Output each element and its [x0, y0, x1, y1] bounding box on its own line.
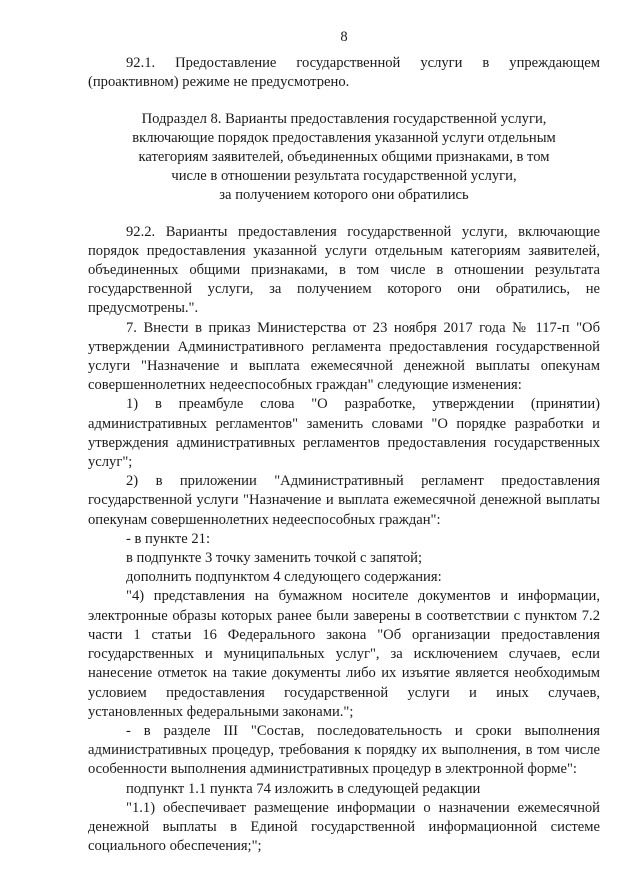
paragraph-subitem-2: 2) в приложении "Административный регламент предоставления государственной услуги "Назначение и выплата ежемесячной денежной выплаты опекунам совершеннолетних недееспособных граждан": — [88, 473, 600, 528]
heading-line: за получением которого они обратились — [219, 187, 469, 204]
heading-line: числе в отношении результата государственной услуги, — [171, 168, 517, 185]
paragraph-subitem-1: 1) в преамбуле слова "О разработке, утверждении (принятии) административных регламентов" заменить словами "О порядке разработки и утверждения административных регламентов предоставления государственных услуг"; — [88, 396, 600, 471]
heading-line: категориям заявителей, объединенных общими признаками, в том — [138, 149, 550, 166]
paragraph-92-1: 92.1. Предоставление государственной услуги в упреждающем (проактивном) режиме не предусмотрено. — [88, 55, 600, 91]
subsection-heading — [88, 110, 600, 206]
document-page — [88, 28, 600, 856]
heading-line: включающие порядок предоставления указанной услуги отдельным — [132, 129, 556, 146]
page-number: 8 — [340, 29, 348, 45]
paragraph-add-subpoint-4: дополнить подпунктом 4 следующего содержания: — [126, 569, 442, 586]
paragraph-quote-1-1: "1.1) обеспечивает размещение информации о назначении ежемесячной денежной выплаты в Единой государственной информационной системе социального обеспечения;"; — [88, 799, 600, 855]
paragraph-section-iii: - в разделе III "Состав, последовательность и сроки выполнения административных процедур, требования к порядку их выполнения, в том числе особенности выполнения административных процедур в электронной форме": — [88, 722, 600, 778]
paragraph-subpoint-3: в подпункте 3 точку заменить точкой с запятой; — [126, 550, 423, 567]
paragraph-quote-4: "4) представления на бумажном носителе документов и информации, электронные образы которых ранее были заверены в соответствии с пунктом 7.2 части 1 статьи 16 Федерального закона "Об организации предоставления государственных и муниципальных услуг", за исключением случаев, если нанесение отметок на такие документы либо их изъятие является необходимым условием предоставления государственной услуги и иных случаев, установленных федеральными законами."; — [88, 588, 600, 720]
paragraph-point-21: - в пункте 21: — [126, 530, 211, 547]
paragraph-subpoint-1-1: подпункт 1.1 пункта 74 изложить в следующей редакции — [126, 780, 481, 797]
paragraph-item-7: 7. Внести в приказ Министерства от 23 ноября 2017 года № 117-п "Об утверждении Административного регламента предоставления государственной услуги "Назначение и выплата ежемесячной денежной выплаты опекунам совершеннолетних недееспособных граждан" следующие изменения: — [88, 319, 600, 394]
paragraph-92-2: 92.2. Варианты предоставления государственной услуги, включающие порядок предоставления указанной услуги отдельным категориям заявителей, объединенных общими признаками, в том числе в отношении результата государственной услуги, за получением которого они обратились, не предусмотрены.". — [88, 223, 600, 317]
heading-line: Подраздел 8. Варианты предоставления государственной услуги, — [141, 110, 547, 127]
